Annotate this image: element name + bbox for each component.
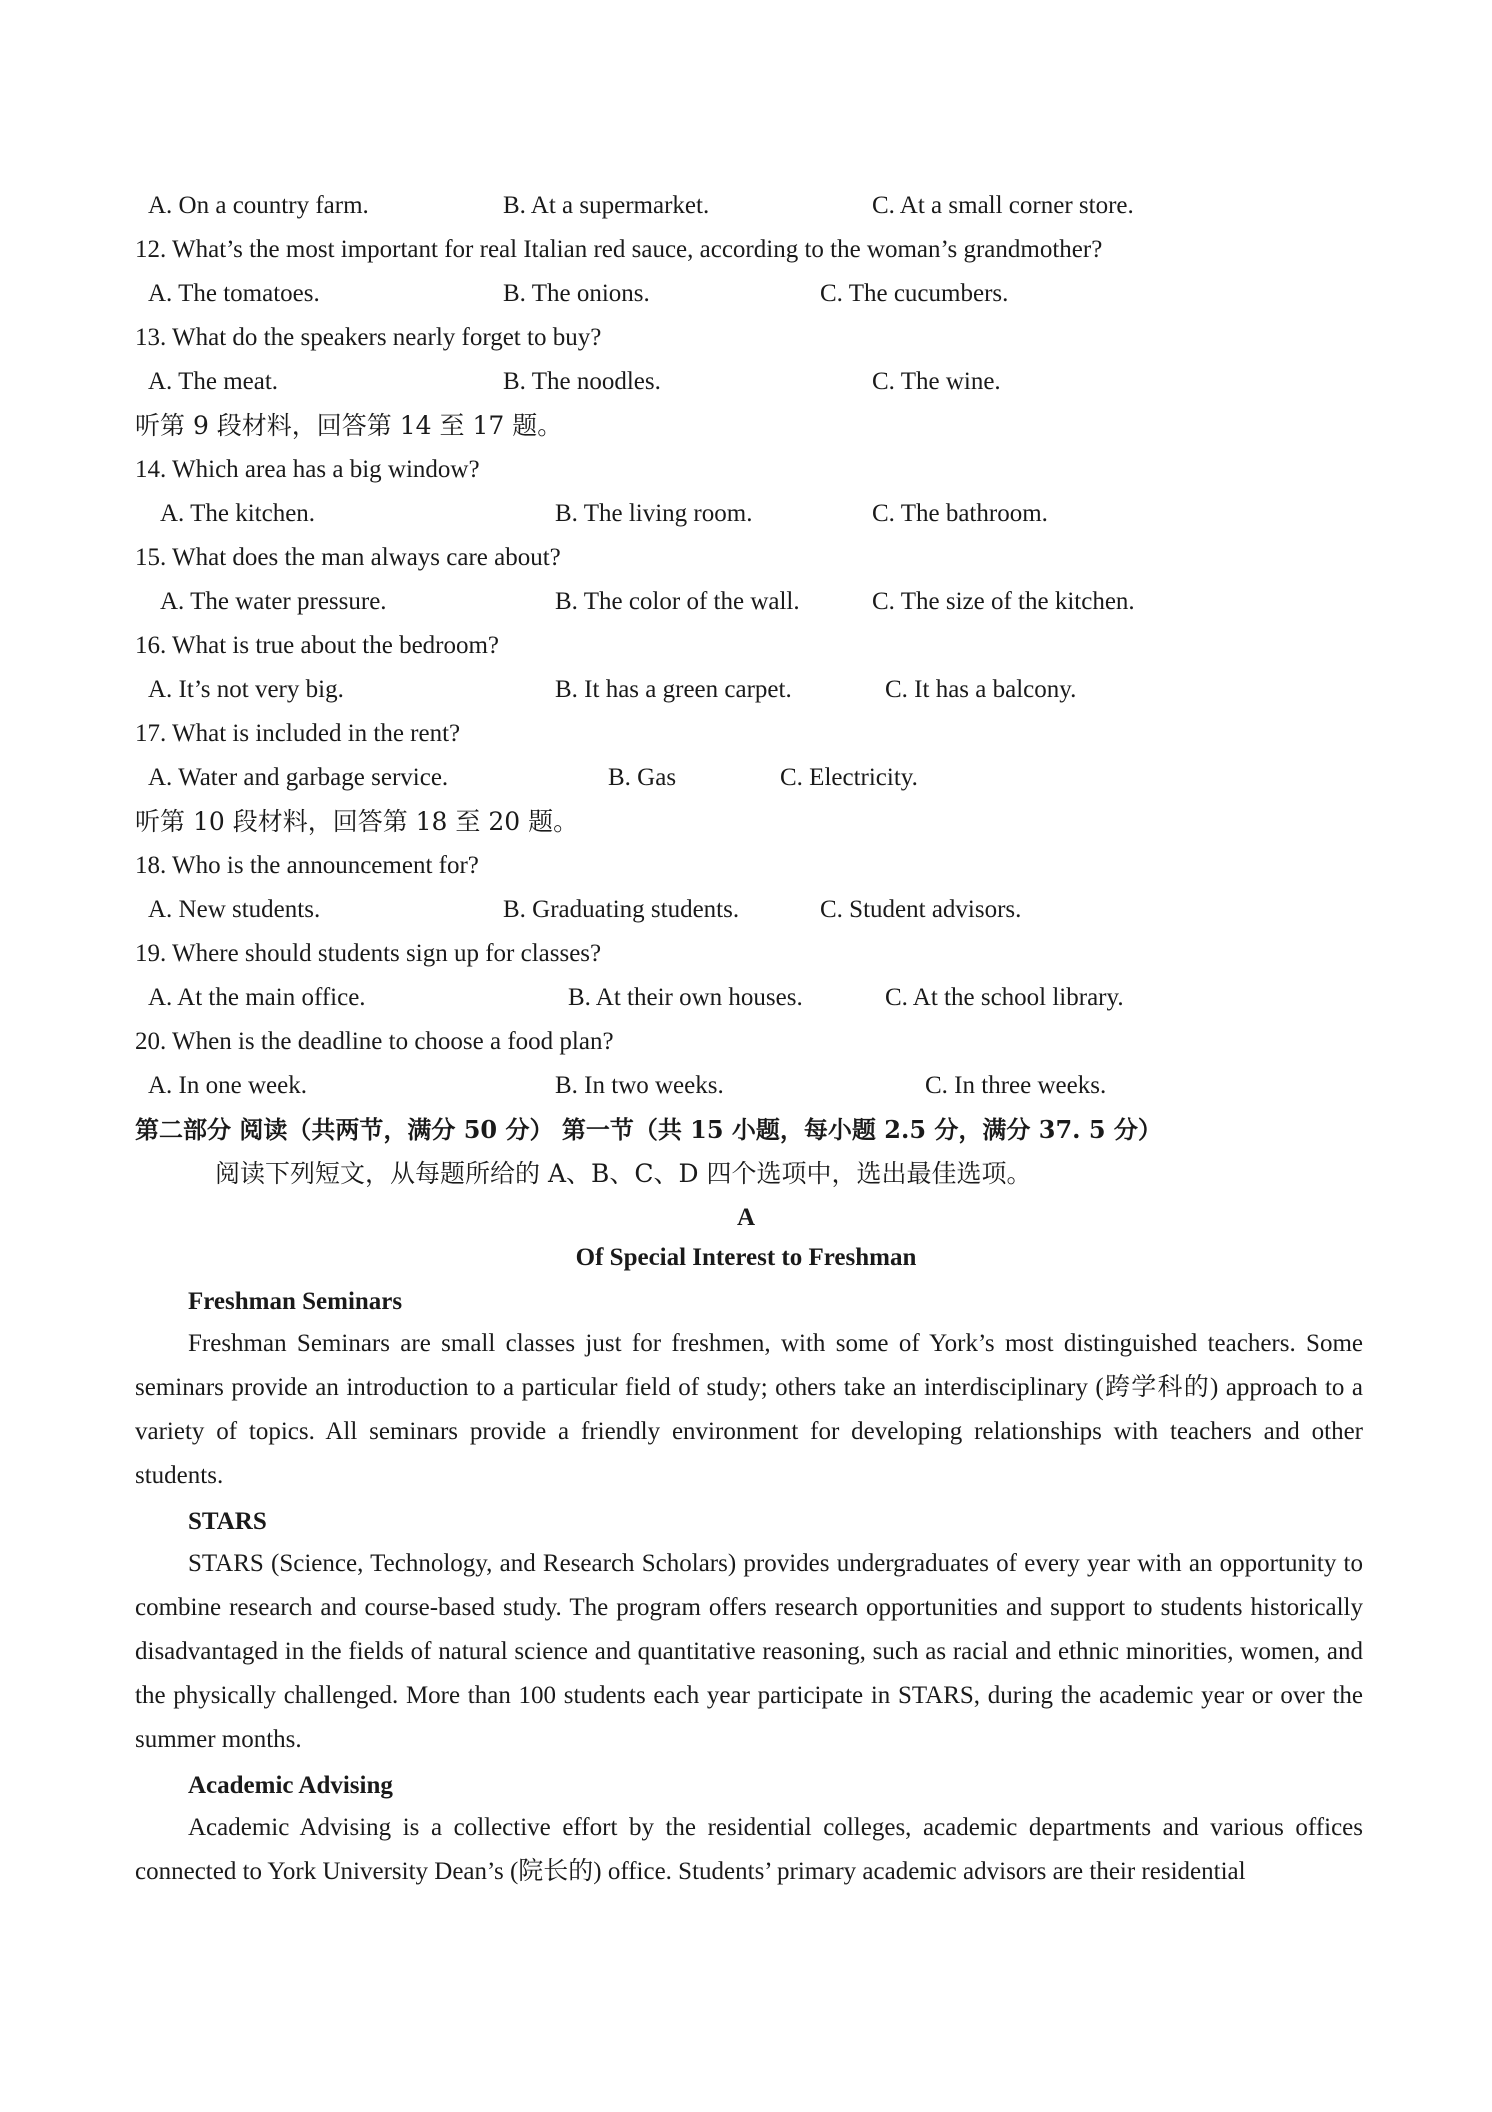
- q14-option-c: C. The bathroom.: [872, 500, 1048, 527]
- q12-question: 12. What’s the most important for real Italian red sauce, according to the woman’s grandmother?: [135, 236, 1103, 263]
- q15-option-c: C. The size of the kitchen.: [872, 588, 1135, 615]
- q13-option-a: A. The meat.: [148, 368, 279, 395]
- q15-option-a: A. The water pressure.: [160, 588, 387, 615]
- q16-option-a: A. It’s not very big.: [148, 676, 344, 703]
- q13-option-b: B. The noodles.: [503, 368, 661, 395]
- paragraph-academic-advising: Academic Advising is a collective effort by the residential colleges, academic departments and various offices connected to York University Dean’s (院长的) office. Students’ primary academic advisors are their residential: [135, 1814, 1363, 1885]
- q19-option-b: B. At their own houses.: [568, 984, 803, 1011]
- q12-option-a: A. The tomatoes.: [148, 280, 320, 307]
- q15-question: 15. What does the man always care about?: [135, 544, 561, 571]
- q11-option-c: C. At a small corner store.: [872, 192, 1134, 219]
- q20-option-b: B. In two weeks.: [555, 1072, 724, 1099]
- q14-option-a: A. The kitchen.: [160, 500, 316, 527]
- passage-letter: A: [736, 1204, 756, 1231]
- section-9-instruction: 听第 9 段材料，回答第 14 至 17 题。: [135, 411, 563, 440]
- q14-option-b: B. The living room.: [555, 500, 753, 527]
- q20-question: 20. When is the deadline to choose a food plan?: [135, 1028, 614, 1055]
- q13-question: 13. What do the speakers nearly forget to buy?: [135, 324, 602, 351]
- part-2-instruction: 阅读下列短文，从每题所给的 A、B、C、D 四个选项中，选出最佳选项。: [215, 1159, 1032, 1188]
- q17-option-a: A. Water and garbage service.: [148, 764, 449, 791]
- paragraph-freshman-seminars: Freshman Seminars are small classes just for freshmen, with some of York’s most distinguished teachers. Some seminars provide an introduction to a particular field of study; others take an interdisciplinary (跨学科的) approach to a variety of topics. All seminars provide a friendly environment for developing relationships with teachers and other students.: [135, 1330, 1363, 1489]
- q16-question: 16. What is true about the bedroom?: [135, 632, 500, 659]
- section-heading-freshman-seminars: Freshman Seminars: [188, 1288, 403, 1315]
- q20-option-a: A. In one week.: [148, 1072, 307, 1099]
- q18-option-c: C. Student advisors.: [820, 896, 1022, 923]
- q11-option-a: A. On a country farm.: [148, 192, 369, 219]
- q17-question: 17. What is included in the rent?: [135, 720, 461, 747]
- q16-option-b: B. It has a green carpet.: [555, 676, 792, 703]
- section-heading-stars: STARS: [188, 1508, 267, 1535]
- q14-question: 14. Which area has a big window?: [135, 456, 480, 483]
- q18-question: 18. Who is the announcement for?: [135, 852, 479, 879]
- q18-option-a: A. New students.: [148, 896, 321, 923]
- q13-option-c: C. The wine.: [872, 368, 1001, 395]
- q16-option-c: C. It has a balcony.: [885, 676, 1077, 703]
- q20-option-c: C. In three weeks.: [925, 1072, 1107, 1099]
- q19-option-c: C. At the school library.: [885, 984, 1124, 1011]
- paragraph-stars: STARS (Science, Technology, and Research Scholars) provides undergraduates of every year with an opportunity to combine research and course-based study. The program offers research opportunities and support to students historically disadvantaged in the fields of natural science and quantitative reasoning, such as racial and ethnic minorities, women, and the physically challenged. More than 100 students each year participate in STARS, during the academic year or over the summer months.: [135, 1550, 1363, 1753]
- q18-option-b: B. Graduating students.: [503, 896, 740, 923]
- q19-option-a: A. At the main office.: [148, 984, 366, 1011]
- q15-option-b: B. The color of the wall.: [555, 588, 800, 615]
- q11-option-b: B. At a supermarket.: [503, 192, 710, 219]
- passage-title: Of Special Interest to Freshman: [575, 1244, 917, 1271]
- q12-option-c: C. The cucumbers.: [820, 280, 1009, 307]
- q17-option-c: C. Electricity.: [780, 764, 918, 791]
- q12-option-b: B. The onions.: [503, 280, 650, 307]
- q19-question: 19. Where should students sign up for classes?: [135, 940, 602, 967]
- section-heading-academic-advising: Academic Advising: [188, 1772, 393, 1799]
- q17-option-b: B. Gas: [608, 764, 677, 791]
- section-10-instruction: 听第 10 段材料，回答第 18 至 20 题。: [135, 807, 579, 836]
- part-2-heading: 第二部分 阅读（共两节，满分 50 分） 第一节（共 15 小题，每小题 2.5 分，满分 37. 5 分）: [135, 1115, 1162, 1144]
